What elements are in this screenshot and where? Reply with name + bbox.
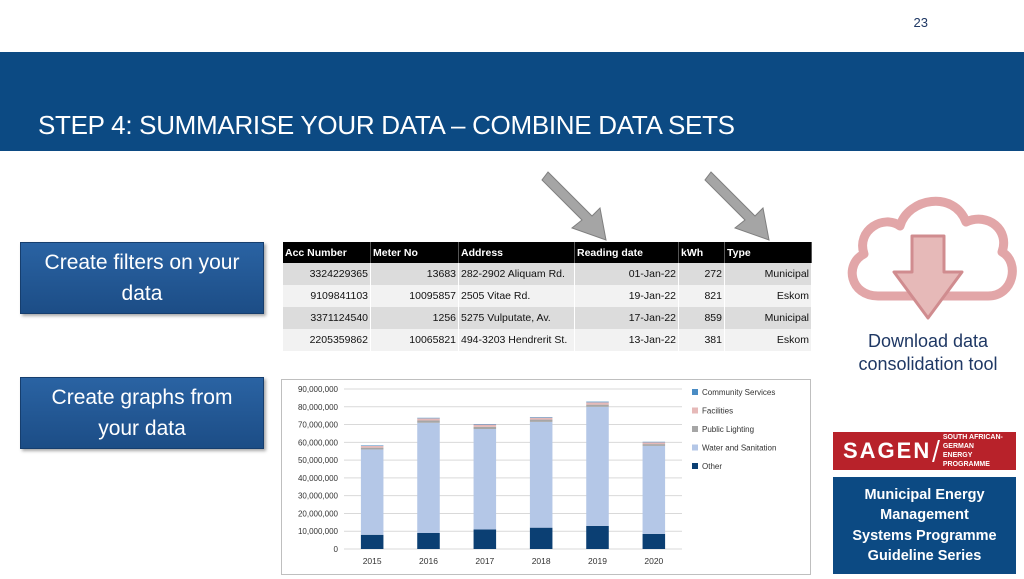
callout-filters-line2: data [121,282,163,305]
bar-segment [361,445,384,446]
table-row [283,285,812,307]
table-row [283,307,812,329]
sagen-subtitle [943,433,1016,469]
cell-reading-date: 17-Jan-22 [575,307,679,329]
bar-segment [530,420,553,422]
page-number: 23 [913,15,928,30]
table-header-row [283,242,812,263]
bar-segment [417,533,440,549]
y-tick-label: 30,000,000 [297,491,338,501]
series-line: Management [880,507,969,523]
cell-address: 282-2902 Aliquam Rd. [459,263,575,285]
cell-address: 5275 Vulputate, Av. [459,307,575,329]
y-tick-label: 40,000,000 [297,473,338,483]
sagen-subtitle-line1: SOUTH AFRICAN-GERMAN [942,434,1003,450]
bar-segment [643,444,666,446]
bar-segment [643,534,666,549]
cell-reading-date: 01-Jan-22 [575,263,679,285]
sagen-subtitle-line2: ENERGY PROGRAMME [942,452,990,468]
cell-kwh: 381 [679,329,725,351]
table-row [283,263,812,285]
guideline-series-box [833,477,1016,574]
y-tick-label: 50,000,000 [297,456,338,466]
legend-swatch [692,426,698,432]
cell-kwh: 859 [679,307,725,329]
series-line: Systems Programme [852,527,997,544]
bar-segment [643,442,666,443]
legend-label: Other [702,462,723,471]
legend-label: Public Lighting [702,425,755,434]
bar-segment [474,427,497,429]
bar-segment [586,405,609,407]
column-header[interactable]: kWh [679,242,725,263]
cell-meter-no: 13683 [371,263,459,285]
sagen-divider [932,440,940,462]
bar-segment [417,418,440,420]
series-line: Municipal Energy [864,486,985,503]
bar-segment [643,446,666,534]
y-tick-label: 70,000,000 [297,420,338,430]
bar-segment [474,425,497,427]
column-header[interactable]: Meter No [371,242,459,263]
series-line: Guideline Series [867,548,982,564]
x-tick-label: 2017 [475,556,495,566]
cell-meter-no: 1256 [371,307,459,329]
create-filters-callout [20,242,264,314]
legend-swatch [692,463,698,469]
cell-address: 2505 Vitae Rd. [459,285,575,307]
bar-segment [530,418,553,420]
bar-segment [417,420,440,422]
x-tick-label: 2016 [419,556,438,566]
cell-type: Municipal [725,263,812,285]
y-tick-label: 20,000,000 [297,509,338,519]
bar-segment [361,535,384,549]
slide-title: STEP 4: SUMMARISE YOUR DATA – COMBINE DATA SETS [38,110,735,140]
legend-swatch [692,408,698,414]
cell-meter-no: 10095857 [371,285,459,307]
bar-segment [361,449,384,534]
chart-canvas [282,380,810,574]
callout-graphs-line1: Create graphs from [51,386,233,409]
x-tick-label: 2018 [531,556,551,566]
callout-filters-line1: Create filters on your [44,251,240,274]
bar-segment [474,529,497,549]
callout-graphs-line2: your data [98,417,186,440]
sagen-logo [833,432,1016,470]
cell-address: 494-3203 Hendrerit St. [459,329,575,351]
download-tool-label[interactable] [843,330,1013,376]
y-tick-label: 80,000,000 [297,402,338,412]
cell-type: Eskom [725,329,812,351]
legend-label: Water and Sanitation [702,443,777,453]
column-header[interactable]: Reading date [575,242,679,263]
bar-segment [586,407,609,526]
arrow-down-right-icon [540,170,612,246]
cell-acc-number: 9109841103 [283,285,371,307]
bar-segment [417,418,440,419]
x-tick-label: 2015 [362,556,382,566]
create-graphs-callout [20,377,264,449]
x-tick-label: 2020 [644,556,664,566]
y-tick-label: 10,000,000 [297,527,338,537]
download-label-line2: consolidation tool [858,354,998,374]
bar-segment [586,526,609,549]
cell-kwh: 821 [679,285,725,307]
cell-meter-no: 10065821 [371,329,459,351]
sagen-wordmark: SAGEN [843,438,932,463]
data-table [283,242,812,351]
legend-label: Facilities [702,406,734,416]
bar-segment [530,528,553,549]
y-tick-label: 90,000,000 [297,385,338,394]
cell-acc-number: 3371124540 [283,307,371,329]
cell-kwh: 272 [679,263,725,285]
legend-label: Community Services [702,388,776,397]
bar-segment [586,402,609,403]
cloud-download-icon[interactable] [838,184,1018,330]
cell-reading-date: 19-Jan-22 [575,285,679,307]
cell-type: Eskom [725,285,812,307]
title-banner [0,52,1024,151]
legend-swatch [692,389,698,395]
y-tick-label: 0 [333,545,338,554]
cell-acc-number: 3324229365 [283,263,371,285]
bar-segment [530,417,553,418]
cell-acc-number: 2205359862 [283,329,371,351]
download-label-line1: Download data [867,331,989,351]
cell-reading-date: 13-Jan-22 [575,329,679,351]
bar-segment [361,448,384,450]
bar-segment [361,446,384,448]
cell-type: Municipal [725,307,812,329]
stacked-bar-chart [281,379,811,575]
bar-segment [417,423,440,533]
bar-segment [586,402,609,404]
column-header[interactable]: Type [725,242,812,263]
column-header[interactable]: Address [459,242,575,263]
column-header[interactable]: Acc Number [283,242,371,263]
x-tick-label: 2019 [588,556,607,566]
y-tick-label: 60,000,000 [297,438,338,448]
arrow-down-right-icon [703,170,775,246]
legend-swatch [692,445,698,451]
bar-segment [530,422,553,528]
bar-segment [474,429,497,529]
table-row [283,329,812,351]
bar-segment [474,424,497,425]
bar-segment [643,442,666,444]
